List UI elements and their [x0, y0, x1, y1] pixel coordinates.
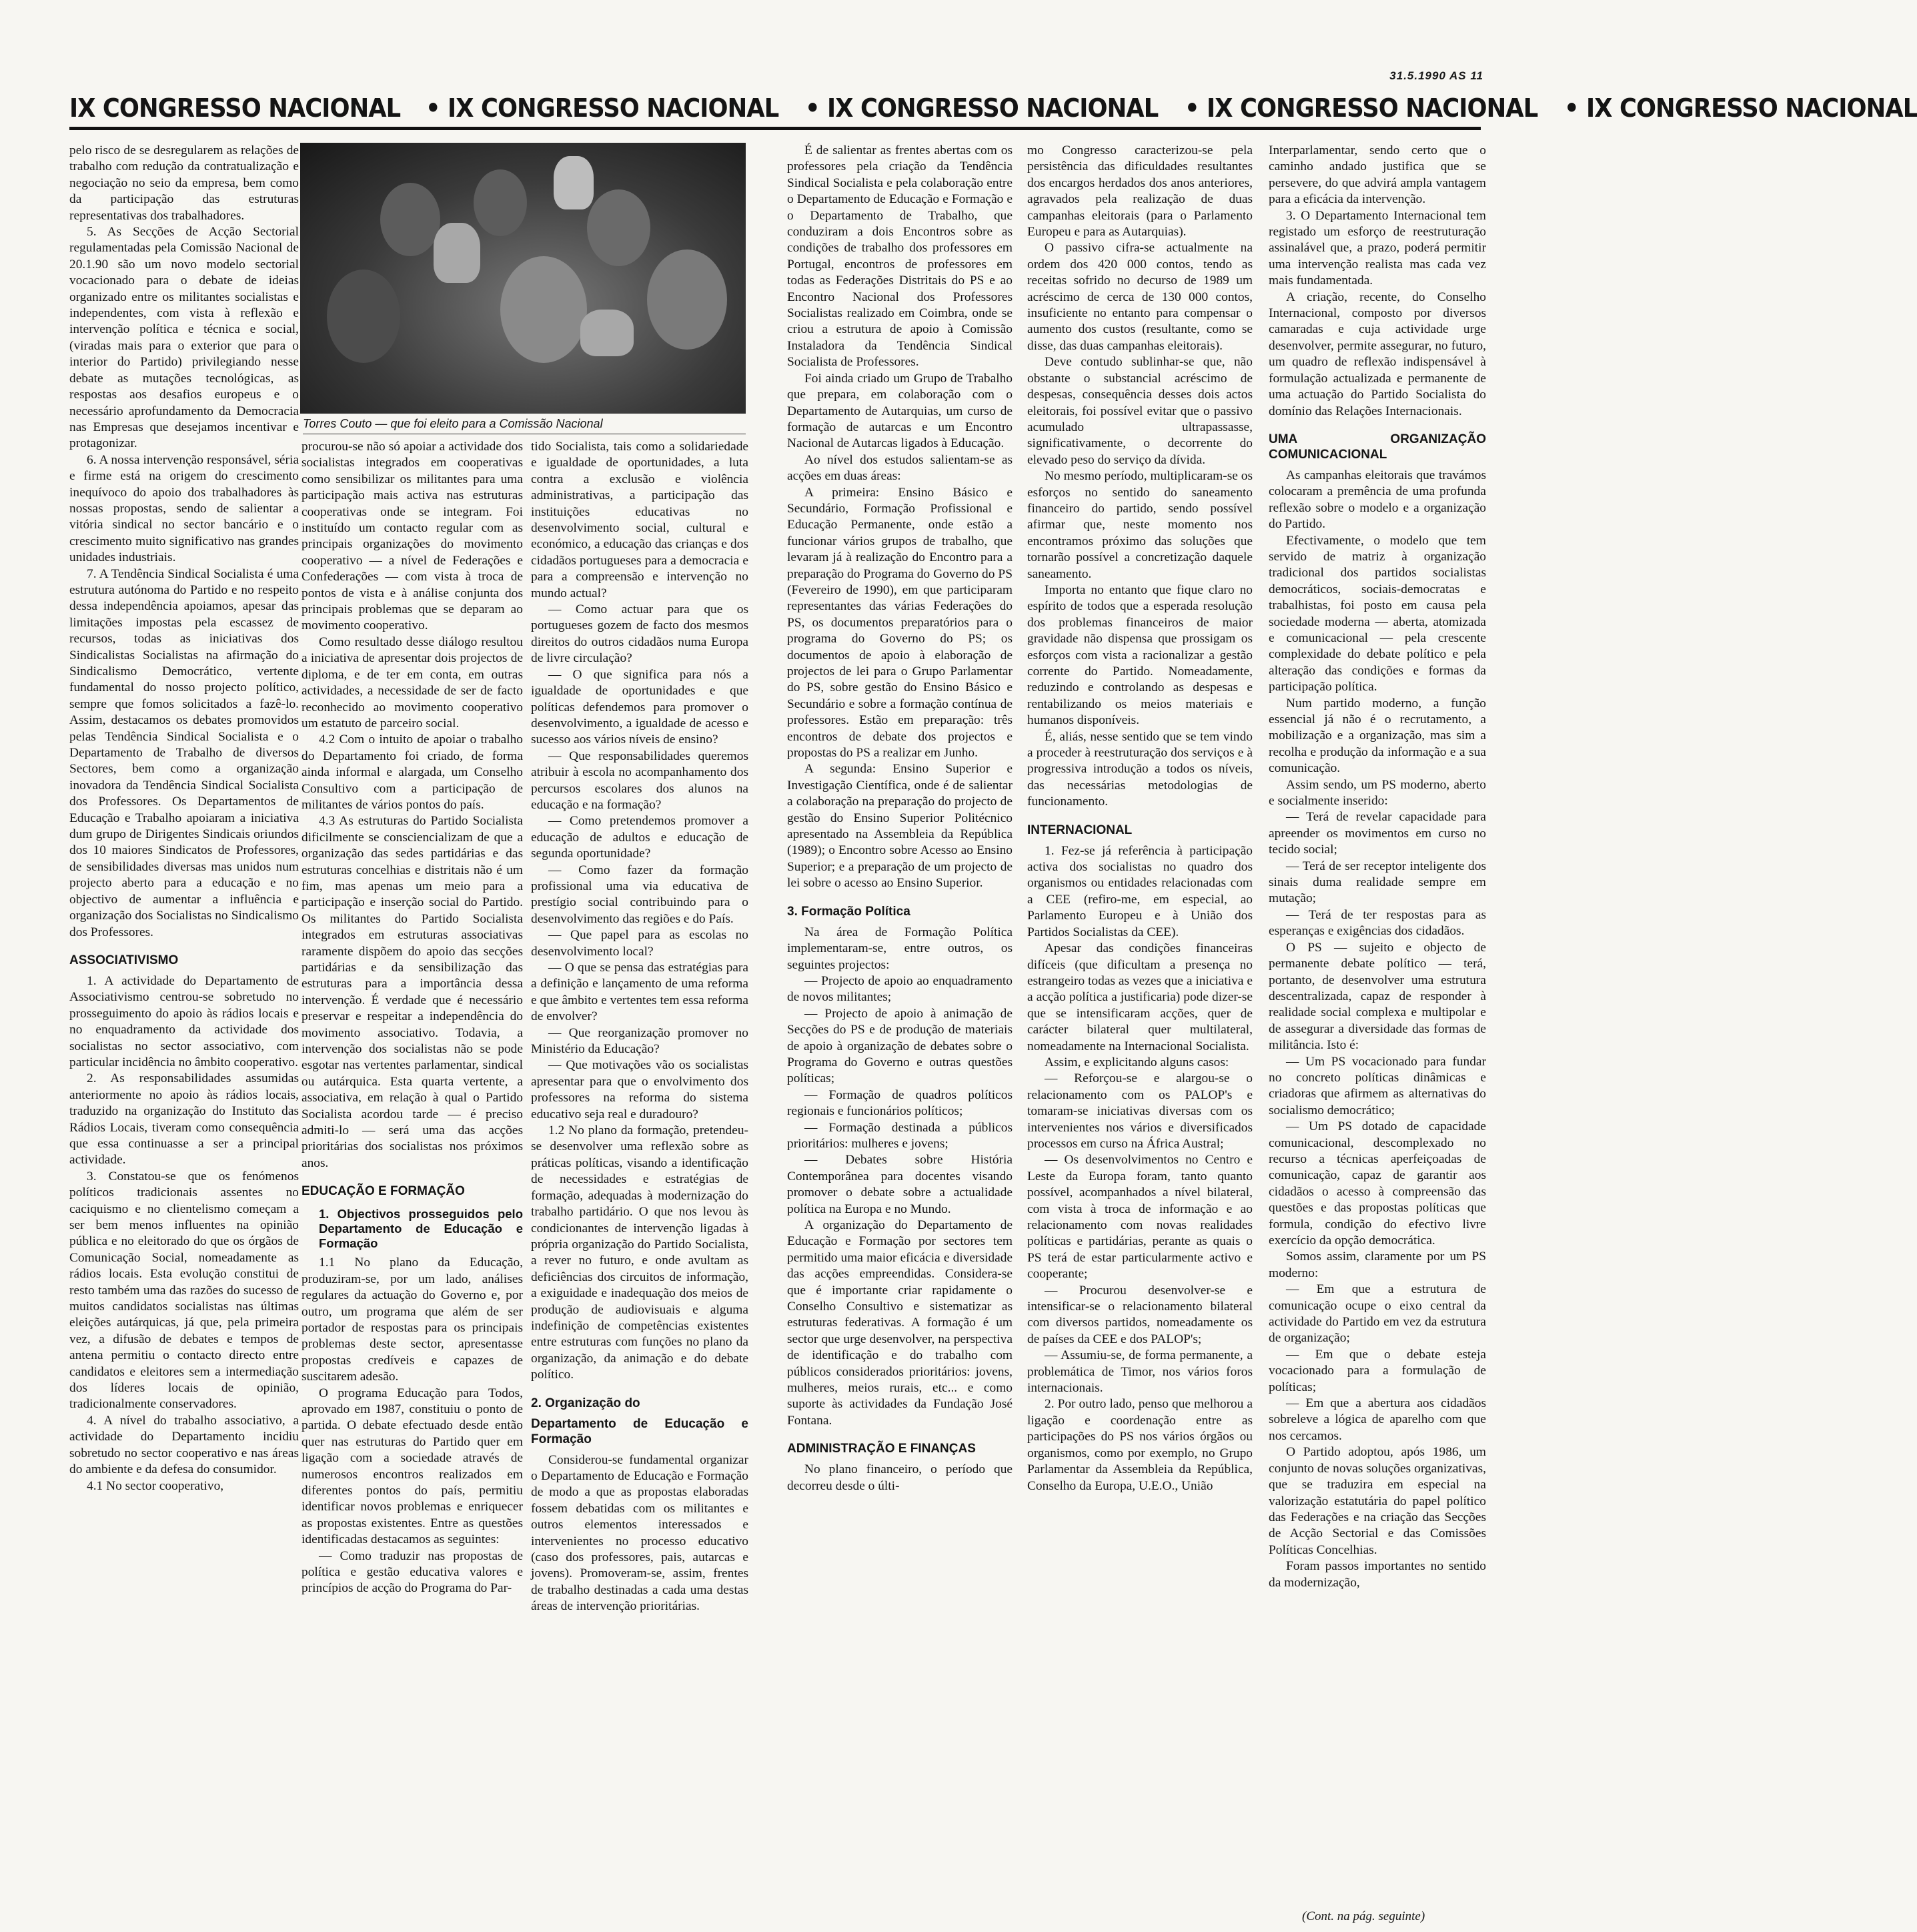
section-heading: UMA ORGANIZAÇÃO COMUNICACIONAL — [1269, 432, 1486, 462]
banner-segment: • IX CONGRESSO NACIONAL — [425, 93, 778, 123]
section-banner — [69, 89, 1917, 130]
paragraph: — Assumiu-se, de forma permanente, a problemática de Timor, nos vários foros internacionais. — [1027, 1348, 1253, 1396]
paragraph: — Terá de ser receptor inteligente dos sinais duma realidade sempre em mutação; — [1269, 859, 1486, 906]
article-column-1 — [69, 143, 299, 1924]
paragraph: — Como traduzir nas propostas de política e gestão educativa valores e princípios de acção do Programa do Par- — [301, 1548, 523, 1596]
paragraph: 1. Fez-se já referência à participação activa dos socialistas no quadro dos organismos ou entidades relacionadas com a CEE (refiro-me, em especial, ao Parlamento Europeu e à União dos Partidos Socialistas da CEE). — [1027, 843, 1253, 939]
paragraph: Apesar das condições financeiras difíceis (que dificultam a presença no estrangeiro todas as vezes que a iniciativa e a acção política a justificaria) pode dizer-se que se intensificaram acções, quer de carácter bilateral quer multilateral, nomeadamente na Internacional Socialista. — [1027, 941, 1253, 1053]
dateline: 31.5.1990 AS 11 — [1389, 69, 1483, 82]
paragraph: A organização do Departamento de Educação e Formação por sectores tem permitido uma maior eficácia e diversidade das acções empreendidas. Considera-se que é importante criar rapidamente o Conselho Consultivo e sistematizar as estruturas federativas. A formação é um sector que urge desenvolver, na perspectiva de identificação e do trabalho com públicos considerados prioritários: jovens, mulheres, meios rurais, etc... e como suporte às actividades da Fundação José Fontana. — [787, 1218, 1013, 1428]
paragraph: Foram passos importantes no sentido da modernização, — [1269, 1559, 1486, 1590]
paragraph: Como resultado desse diálogo resultou a iniciativa de apresentar dois projectos de diploma, e de ter em conta, em outras actividades, a necessidade de ser de facto reconhecido ao movimento cooperativo um estatuto de parceiro social. — [301, 634, 523, 731]
article-column-3 — [531, 439, 748, 1920]
paragraph: 4. A nível do trabalho associativo, a actividade do Departamento incidiu sobretudo no sector cooperativo e nas áreas do ambiente e da defesa do consumidor. — [69, 1413, 299, 1477]
paragraph: As campanhas eleitorais que travámos colocaram a premência de uma profunda reflexão sobre o modelo e a organização do Partido. — [1269, 468, 1486, 532]
paragraph: A segunda: Ensino Superior e Investigação Científica, onde é de salientar a colaboração na preparação do projecto de gestão do Ensino Superior Politécnico apresentado na Assembleia da República (1989); o Encontro sobre Acesso ao Ensino Superior; e a preparação de um projecto de lei sobre o acesso ao Ensino Superior. — [787, 762, 1013, 891]
paragraph: — Um PS vocacionado para fundar no concreto políticas dinâmicas e criadoras que afirmem as alternativas do socialismo democrático; — [1269, 1054, 1486, 1117]
paragraph: — Que motivações vão os socialistas apresentar para que o envolvimento dos professores na reforma do sistema educativo seja real e duradouro? — [531, 1058, 748, 1121]
paragraph: Assim, e explicitando alguns casos: — [1045, 1055, 1229, 1069]
paragraph: O passivo cifra-se actualmente na ordem dos 420 000 contos, tendo as receitas sofrido no decurso de 1989 um acréscimo de cerca de 130 000 contos, insuficiente no entanto para compensar o aumento dos custos (resultante, como se disse, das duas campanhas eleitorais). — [1027, 241, 1253, 353]
paragraph: 2. As responsabilidades assumidas anteriormente no apoio às rádios locais, traduzido na organização do Instituto das Rádios Locais, tiveram como consequência que essa continuasse a ser a principal actividade. — [69, 1071, 299, 1167]
paragraph: O PS — sujeito e objecto de permanente debate político — terá, portanto, de desenvolver uma estrutura descentralizada, capaz de responder à realidade social complexa e multipolar e de assegurar a diversidade das formas de militância. Isto é: — [1269, 940, 1486, 1053]
paragraph: — Em que o debate esteja vocacionado para a formulação de políticas; — [1269, 1347, 1486, 1394]
paragraph: procurou-se não só apoiar a actividade dos socialistas integrados em cooperativas como sensibilizar os militantes para uma participação mais activa nas estruturas cooperativas onde se integram. Foi instituído um contacto regular com as principais organizações do movimento cooperativo — a nível de Federações e Confederações — com vista à troca de pontos de vista e à análise conjunta dos principais problemas que se deparam ao movimento cooperativo. — [301, 440, 523, 633]
paragraph: — Formação destinada a públicos prioritários: mulheres e jovens; — [787, 1120, 1013, 1151]
paragraph: Foi ainda criado um Grupo de Trabalho que prepara, em colaboração com o Departamento de Autarquias, um curso de formação de autarcas e um Encontro Nacional de Autarcas ligados à Educação. — [787, 371, 1013, 451]
paragraph: No plano financeiro, o período que decorreu desde o últi- — [787, 1462, 1013, 1493]
paragraph: tido Socialista, tais como a solidariedade e igualdade de oportunidades, a luta contra a exclusão e violência administrativas, a participação das instituições educativas no desenvolvimento social, cultural e económico, a educação das crianças e dos cidadãos portugueses para a democracia e para a compreensão e intervenção no mundo actual? — [531, 440, 748, 600]
paragraph: — Um PS dotado de capacidade comunicacional, descomplexado no recurso a técnicas aperfeiçoadas de comunicação, capaz de garantir aos cidadãos o acesso à compreensão das questões e das propostas políticas que formula, condição do efectivo livre exercício da opção democrática. — [1269, 1119, 1486, 1248]
paragraph: Num partido moderno, a função essencial já não é o recrutamento, a mobilização e a organização, mas sim a recolha e produção da informação e a sua comunicação. — [1269, 696, 1486, 776]
paragraph: Importa no entanto que fique claro no espírito de todos que a esperada resolução dos problemas financeiros de maior gravidade não dispensa que prossigam os esforços com vista a racionalizar a gestão corrente do Partido. Nomeadamente, reduzindo e controlando as despesas e rentabilizando os meios materiais e humanos disponíveis. — [1027, 582, 1253, 728]
paragraph: O Partido adoptou, após 1986, um conjunto de novas soluções organizativas, que se traduzira em especial na valorização estatutária do papel político das Federações e na criação das Secções de Acção Sectorial e das Comissões Políticas Concelhias. — [1269, 1445, 1486, 1557]
paragraph: 1.1 No plano da Educação, produziram-se, por um lado, análises regulares da actuação do Governo e, por outro, um programa que além de ser portador de respostas para os principais problemas deste sector, apresentasse propostas credíveis e capazes de suscitarem adesão. — [301, 1256, 523, 1384]
section-heading: EDUCAÇÃO E FORMAÇÃO — [301, 1184, 465, 1199]
banner-segment: IX CONGRESSO NACIONAL — [69, 93, 401, 123]
paragraph: — Como pretendemos promover a educação de adultos e educação de segunda oportunidade? — [531, 814, 748, 861]
news-photo — [300, 143, 746, 414]
paragraph: — Formação de quadros políticos regionais e funcionários políticos; — [787, 1087, 1013, 1119]
paragraph: — O que significa para nós a igualdade de oportunidades e que políticas defendemos para promover o desenvolvimento, a igualdade de acesso e sucesso aos vários níveis de ensino? — [531, 667, 748, 747]
section-heading: 2. Organização do — [531, 1396, 640, 1410]
section-heading: Departamento de Educação e Formação — [531, 1416, 748, 1446]
paragraph: O programa Educação para Todos, aprovado em 1987, constituiu o ponto de partida. O debate efectuado desde então quer nas estruturas do Partido quer em ligação com a sociedade através de numerosos encontros realizados em diferentes pontos do país, permitiu identificar novos problemas e enriquecer as propostas existentes. Entre as questões identificadas destacamos as seguintes: — [301, 1386, 523, 1547]
paragraph: É, aliás, nesse sentido que se tem vindo a proceder à reestruturação dos serviços e à progressiva introdução a todos os níveis, das necessárias metodologias de funcionamento. — [1027, 729, 1253, 809]
section-heading: ASSOCIATIVISMO — [69, 953, 179, 967]
paragraph: — Terá de revelar capacidade para apreender os movimentos em curso no tecido social; — [1269, 810, 1486, 857]
continuation-note: (Cont. na pág. seguinte) — [1302, 1909, 1425, 1923]
paragraph: pelo risco de se desregularem as relações de trabalho com redução da contratualização e negociação no seio da empresa, bem como da participação das estruturas representativas dos trabalhadores. — [69, 143, 299, 223]
paragraph: — Procurou desenvolver-se e intensificar-se o relacionamento bilateral com diversos partidos, nomeadamente os de países da CEE e dos PALOP's; — [1027, 1283, 1253, 1346]
paragraph: A criação, recente, do Conselho Internacional, composto por diversos camaradas e cuja actividade urge desenvolver, permite assegurar, no futuro, um quadro de reflexão indispensável à formulação actualizada e permanente de uma actuação do Partido Socialista do domínio das Relações Internacionais. — [1269, 290, 1486, 418]
paragraph: 3. O Departamento Internacional tem registado um esforço de reestruturação assinalável que, a prazo, poderá permitir uma intervenção realista mas cada vez mais fundamentada. — [1269, 208, 1486, 288]
paragraph: — Terá de ter respostas para as esperanças e exigências dos cidadãos. — [1269, 907, 1486, 939]
paragraph: — Que reorganização promover no Ministério da Educação? — [531, 1025, 748, 1057]
section-heading: ADMINISTRAÇÃO E FINANÇAS — [787, 1442, 976, 1456]
paragraph: — O que se pensa das estratégias para a definição e lançamento de uma reforma e que âmbito e vertentes tem essa reforma de envolver? — [531, 961, 748, 1024]
paragraph: Ao nível dos estudos salientam-se as acções em duas áreas: — [787, 452, 1013, 484]
article-column-2 — [301, 439, 523, 1920]
paragraph: 5. As Secções de Acção Sectorial regulamentadas pela Comissão Nacional de 20.1.90 são um novo modelo sectorial vocacionado para o debate de ideias organizado entre os militantes socialistas e independentes, com vista à reflexão e intervenção política e técnica e social, (viradas mais para o exterior que para o interior do Partido) privilegiando nesse debate as mutações tecnológicas, as respostas aos desafios europeus e o necessário aprofundamento da Democracia nas Empresas que desejamos incentivar e protagonizar. — [69, 225, 299, 451]
paragraph: — Debates sobre História Contemporânea para docentes visando promover o debate sobre a actualidade política na Europa e no Mundo. — [787, 1153, 1013, 1216]
photo-caption: Torres Couto — que foi eleito para a Comissão Nacional — [303, 416, 746, 434]
paragraph: Deve contudo sublinhar-se que, não obstante o substancial acréscimo de despesas, consequência desses dois actos eleitorais, foi possível evitar que o passivo acumulado ultrapassasse, significativamente, o decorrente do elevado peso do serviço da dívida. — [1027, 355, 1253, 467]
paragraph: A primeira: Ensino Básico e Secundário, Formação Profissional e Educação Permanente, onde estão a funcionar vários grupos de trabalho, que levaram já à realização do Encontro para a preparação do Programa do Governo do PS (Fevereiro de 1990), em que participaram representantes das várias Federações do PS, os documentos preparatórios para o programa do Governo do PS; os documentos de apoio à elaboração de projectos de lei para o Grupo Parlamentar do PS, sobre gestão do Ensino Básico e Secundário e sobre a formação contínua de professores. Estão em preparação: três encontros de debate dos projectos e propostas do PS a realizar em Junho. — [787, 485, 1013, 761]
article-column-4 — [787, 143, 1013, 1924]
paragraph: É de salientar as frentes abertas com os professores pela criação da Tendência Sindical Socialista e pela colaboração entre o Departamento de Educação e Formação e o Departamento de Trabalho, que conduziram a dois Encontros sobre as condições de trabalho dos professores em Portugal, encontros de professores em todas as Federações Distritais do PS e ao Encontro Nacional dos Professores Socialistas realizado em Coimbra, onde se criou a estrutura de apoio à Comissão Instaladora da Tendência Sindical Socialista de Professores. — [787, 143, 1013, 370]
paragraph: 2. Por outro lado, penso que melhorou a ligação e coordenação entre as participações do PS nos vários órgãos ou organismos, como por exemplo, no Grupo Parlamentar da Assembleia da República, Conselho da Europa, U.E.O., União — [1027, 1397, 1253, 1493]
subsection-heading: 1. Objectivos prosseguidos pelo Departamento de Educação e Formação — [319, 1207, 523, 1251]
paragraph: Na área de Formação Política implementaram-se, entre outros, os seguintes projectos: — [787, 925, 1013, 972]
paragraph: 4.3 As estruturas do Partido Socialista dificilmente se consciencializam de que a organização das sedes partidárias e das estruturas concelhias e distritais não é um fim, mas apenas um meio para a participação e inserção social do Partido. Os militantes do Partido Socialista integrados em estruturas associativas raramente dispõem do apoio das secções partidárias e da sensibilização das estruturas para a importância dessa intervenção. É verdade que é necessário preservar e respeitar a independência do movimento associativo. Todavia, a intervenção dos socialistas não se pode esgotar nas vertentes parlamentar, sindical ou autárquica. Esta quarta vertente, a associativa, em relação à qual o Partido Socialista acordou tarde — é preciso admiti-lo — será uma das acções prioritárias dos socialistas nos próximos anos. — [301, 814, 523, 1170]
article-column-6 — [1269, 143, 1486, 1904]
banner-segment: • IX CONGRESSO NACIONAL — [1184, 93, 1538, 123]
paragraph: — Que papel para as escolas no desenvolvimento local? — [531, 928, 748, 959]
paragraph: — Em que a estrutura de comunicação ocupe o eixo central da actividade do Partido em vez da estrutura de organização; — [1269, 1282, 1486, 1346]
paragraph: 1.2 No plano da formação, pretendeu-se desenvolver uma reflexão sobre as práticas políticas, visando a identificação de necessidades e estratégias de formação, adequadas à modernização do trabalho partidário. O que nos levou às condicionantes de intervenção ligadas à própria organização do Partido Socialista, a rever no futuro, e onde avultam as deficiências dos circuitos de informação, a exiguidade e inadequação dos meios de produção de audiovisuais e alguma indefinição de competências existentes entre estruturas com funções no plano da organização, da animação e do debate político. — [531, 1123, 748, 1382]
paragraph: — Como actuar para que os portugueses gozem de facto dos mesmos direitos do outros cidadãos numa Europa de livre circulação? — [531, 602, 748, 666]
paragraph: — Projecto de apoio à animação de Secções do PS e de produção de materiais de apoio à organização de debates sobre o Programa do Governo e outras questões políticas; — [787, 1006, 1013, 1086]
paragraph: 6. A nossa intervenção responsável, séria e firme está na origem do crescimento inequívoco do apoio dos trabalhadores às nossas propostas, sendo de salientar a vitória sindical no sector bancário e o crescimento muito significativo nas grandes unidades industriais. — [69, 452, 299, 565]
paragraph: — Em que a abertura aos cidadãos sobreleve a lógica de aparelho com que nos cercamos. — [1269, 1396, 1486, 1443]
paragraph: mo Congresso caracterizou-se pela persistência das dificuldades resultantes dos encargos herdados dos anos anteriores, agravados pela realização de duas campanhas eleitorais (para o Parlamento Europeu e para as Autarquias). — [1027, 143, 1253, 239]
banner-segment: • IX CONGRESSO NACIONAL — [804, 93, 1159, 123]
paragraph: 1. A actividade do Departamento de Associativismo centrou-se sobretudo no prosseguimento do apoio às rádios locais e no enquadramento da actividade dos socialistas no sector associativo, com particular incidência no âmbito cooperativo. — [69, 973, 299, 1069]
paragraph: — Que responsabilidades queremos atribuir à escola no acompanhamento dos percursos escolares dos alunos na educação e na formação? — [531, 749, 748, 812]
paragraph: — Reforçou-se e alargou-se o relacionamento com os PALOP's e tomaram-se iniciativas diversas com os intervenientes nos vários e diversificados processos em curso na África Austral; — [1027, 1071, 1253, 1151]
paragraph: — Projecto de apoio ao enquadramento de novos militantes; — [787, 973, 1013, 1005]
paragraph: Somos assim, claramente por um PS moderno: — [1269, 1250, 1486, 1280]
banner-segment: • IX CONGRESSO NACIONAL — [1563, 93, 1917, 123]
paragraph: 7. A Tendência Sindical Socialista é uma estrutura autónoma do Partido e no respeito dessa independência apoiamos, apesar das limitações impostas pela escassez de recursos, todas as iniciativas dos Sindicalistas Socialistas na afirmação do Sindicalismo Democrático, vertente fundamental do nosso projecto político, sempre que fomos solicitados a fazê-lo. Assim, destacamos os debates promovidos pelas Tendência Sindical Socialista e o Departamento de Trabalho de diversos Sectores, bem como a organização inovadora da Tendência Sindical Socialista dos Professores. Os Departamentos de Educação e Trabalho apoiaram a iniciativa dum grupo de Dirigentes Sindicais oriundos dos 10 maiores Sindicatos de Professores, de sensibilidades diversas mas unidos num projecto aberto para a educação e no objectivo de aumentar a influência e organização dos Socialistas no Sindicalismo dos Professores. — [69, 566, 299, 939]
paragraph: Efectivamente, o modelo que tem servido de matriz à organização tradicional dos partidos socialistas democráticos, sociais-democratas e trabalhistas, foi posto em causa pela sociedade moderna — aberta, atomizada e comunicacional — pela crescente complexidade do debate político e pela alteração das condições e formas da participação política. — [1269, 533, 1486, 694]
paragraph: 4.1 No sector cooperativo, — [87, 1478, 224, 1493]
paragraph: — Os desenvolvimentos no Centro e Leste da Europa foram, tanto quanto possível, acompanhados a nível bilateral, com vista à troca de informação e ao relacionamento com novas realidades políticas e partidárias, perante as quais o PS terá de estar particularmente activo e cooperante; — [1027, 1153, 1253, 1282]
paragraph: 3. Constatou-se que os fenómenos políticos tradicionais assentes no caciquismo e no clientelismo começam a ser bem menos influentes na opinião pública e no eleitorado do que os órgãos de Comunicação Social, nomeadamente as rádios locais. Esta evolução constitui de resto também uma das razões do sucesso de muitos candidatos socialistas nas últimas eleições autárquicas, já que, pela primeira vez, a difusão de debates e tempos de antena permitiu o contacto directo entre candidatos e eleitores sem a intermediação dos líderes locais de opinião, tradicionalmente conservadores. — [69, 1169, 299, 1412]
paragraph: Considerou-se fundamental organizar o Departamento de Educação e Formação de modo a que as propostas elaboradas fossem debatidas com os militantes e outros elementos interessados e intervenientes no processo educativo (caso dos professores, pais, autarcas e jovens). Promoveram-se, assim, frentes de trabalho destinadas a cada uma destas áreas de intervenção prioritárias. — [531, 1452, 748, 1614]
paragraph: — Como fazer da formação profissional uma via educativa de prestígio social contribuindo para o desenvolvimento das regiões e do País. — [531, 863, 748, 926]
paragraph: No mesmo período, multiplicaram-se os esforços no sentido do saneamento financeiro do partido, sendo possível afirmar que, neste momento nos encontramos próximo das soluções que tornarão possível a concretização daquele saneamento. — [1027, 469, 1253, 581]
paragraph: 4.2 Com o intuito de apoiar o trabalho do Departamento foi criado, de forma ainda informal e alargada, um Conselho Consultivo com a participação de militantes de vários pontos do país. — [301, 733, 523, 812]
article-column-5 — [1027, 143, 1253, 1924]
section-heading: 3. Formação Política — [787, 904, 910, 919]
paragraph: Assim sendo, um PS moderno, aberto e socialmente inserido: — [1269, 777, 1486, 809]
paragraph: Interparlamentar, sendo certo que o caminho andado justifica que se persevere, do que advirá ampla vantagem para a eficácia da intervenção. — [1269, 143, 1486, 207]
section-heading: INTERNACIONAL — [1027, 823, 1133, 837]
